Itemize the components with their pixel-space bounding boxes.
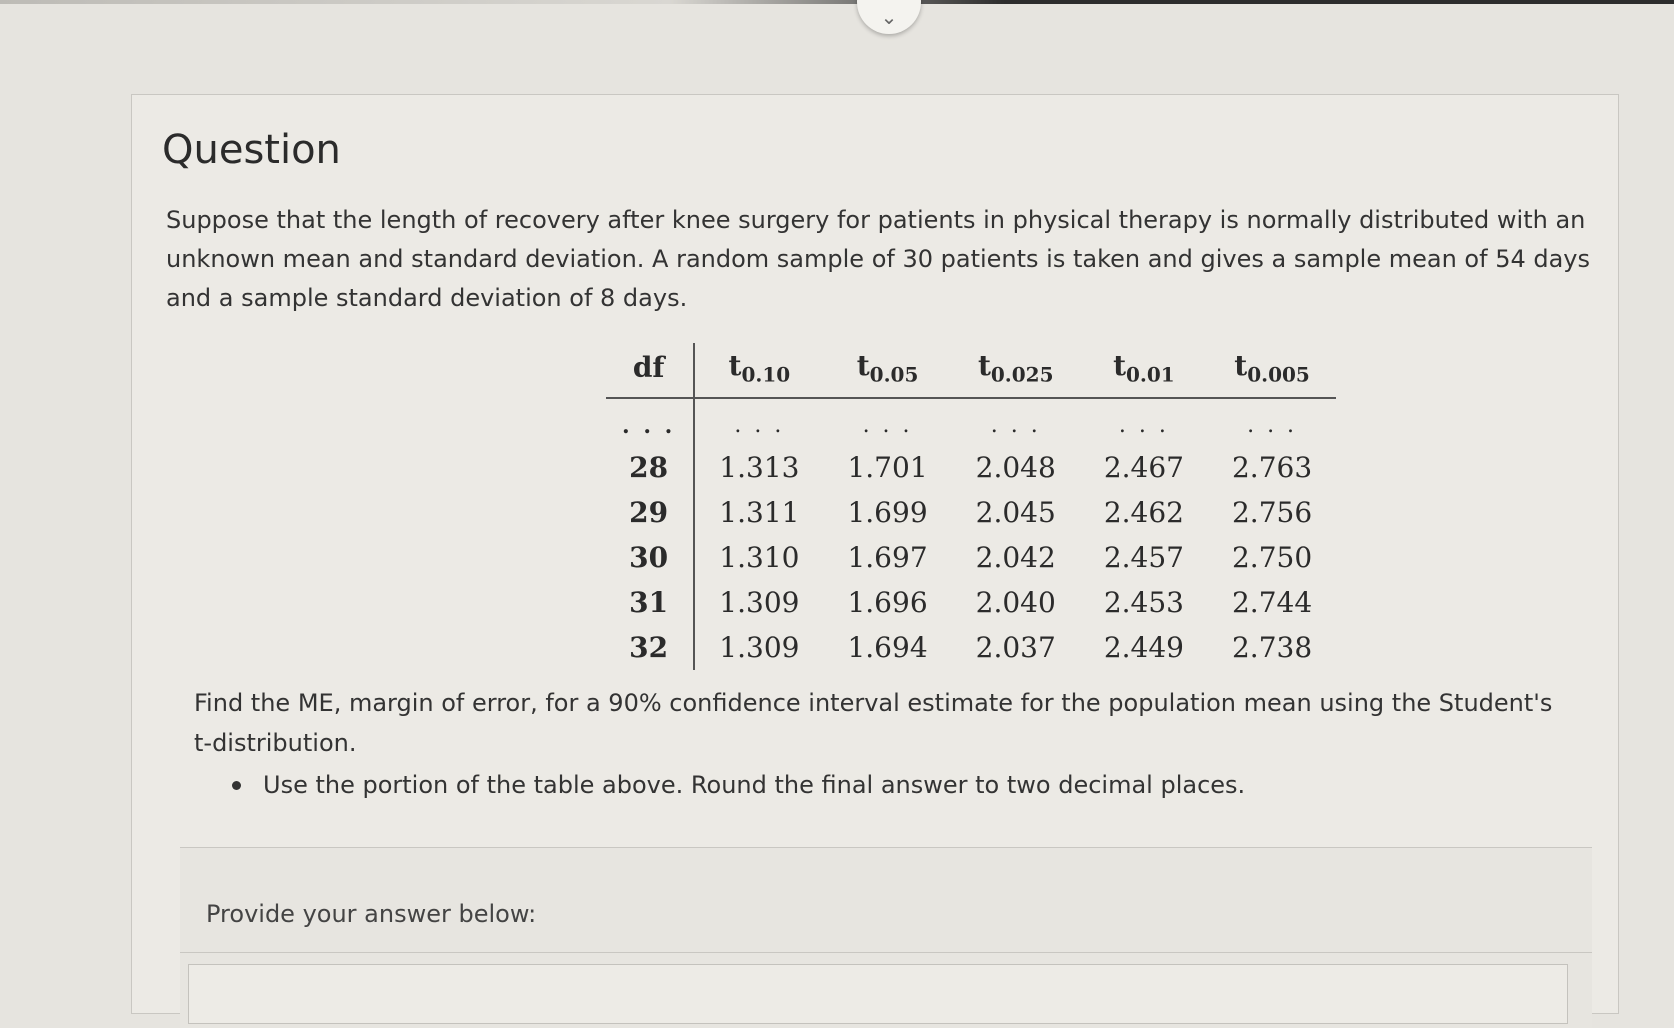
table-cell-dots: . . . — [734, 413, 785, 439]
bullet-icon — [232, 781, 241, 790]
table-cell: 2.449 — [1103, 630, 1184, 664]
collapse-toggle-button[interactable] — [857, 0, 921, 34]
answer-input[interactable] — [188, 964, 1568, 1024]
table-row — [606, 625, 1336, 670]
table-row-ellipsis — [606, 398, 1336, 445]
table-cell: 1.309 — [719, 630, 800, 664]
table-cell: 2.462 — [1103, 495, 1184, 529]
find-margin-of-error-text: Find the ME, margin of error, for a 90% confidence interval estimate for the population mean using the Student's t-distribution. — [194, 689, 1553, 757]
question-title: Question — [162, 127, 341, 173]
table-cell: 2.042 — [975, 540, 1056, 574]
provide-answer-label: Provide your answer below: — [206, 900, 537, 928]
question-card — [131, 94, 1619, 1014]
table-cell: 1.701 — [847, 450, 928, 484]
table-cell: 2.037 — [975, 630, 1056, 664]
table-cell: 2.763 — [1231, 450, 1313, 484]
table-cell-dots: . . . — [1247, 413, 1298, 439]
table-cell: 2.467 — [1103, 450, 1184, 484]
table-cell-df: 30 — [606, 535, 694, 580]
t-distribution-table — [606, 343, 1336, 670]
table-header-t001: $t_{0.01}$ — [1080, 343, 1208, 398]
table-header-row — [606, 343, 1336, 398]
table-cell: 2.744 — [1231, 585, 1313, 619]
table-cell: 1.696 — [847, 585, 928, 619]
table-cell-dots: . . . — [990, 413, 1041, 439]
table-cell: 1.694 — [847, 630, 928, 664]
table-cell: 1.310 — [719, 540, 800, 574]
table-cell: 2.453 — [1103, 585, 1184, 619]
table-header-df: df — [606, 343, 694, 398]
chevron-down-icon: ⌄ — [880, 7, 898, 29]
table-header-t005: $t_{0.05}$ — [823, 343, 951, 398]
table-cell-dots: . . . — [862, 413, 913, 439]
table-cell-dots: . . . — [606, 398, 694, 445]
table-cell: 2.750 — [1231, 540, 1313, 574]
table-cell: 2.045 — [975, 495, 1056, 529]
table-cell: 1.309 — [719, 585, 800, 619]
table-header-t0005: $t_{0.005}$ — [1208, 343, 1336, 398]
instruction-text: Use the portion of the table above. Round the final answer to two decimal places. — [263, 771, 1246, 799]
table-cell: 2.040 — [975, 585, 1056, 619]
table-row — [606, 580, 1336, 625]
table-cell: 2.756 — [1231, 495, 1313, 529]
table-row — [606, 535, 1336, 580]
table-cell-df: 28 — [606, 445, 694, 490]
table-cell: 2.048 — [975, 450, 1056, 484]
top-edge-bar — [0, 0, 1674, 4]
table-cell: 2.738 — [1231, 630, 1313, 664]
table-cell: 1.313 — [719, 450, 800, 484]
table-cell: 1.697 — [847, 540, 928, 574]
table-cell: 1.699 — [847, 495, 928, 529]
table-cell-df: 32 — [606, 625, 694, 670]
problem-text: Suppose that the length of recovery after knee surgery for patients in physical therapy is normally distributed with an unknown mean and standard deviation. A random sample of 30 patients is taken and gives a sample mean of 54 days and a sample standard deviation of 8 days. — [166, 206, 1591, 312]
table-cell-df: 29 — [606, 490, 694, 535]
instruction-list-item — [232, 771, 1245, 799]
table-row — [606, 490, 1336, 535]
table-header-t0025: $t_{0.025}$ — [952, 343, 1080, 398]
table-cell-dots: . . . — [1118, 413, 1169, 439]
table-cell: 1.311 — [719, 495, 800, 529]
table-header-t010: $t_{0.10}$ — [694, 343, 823, 398]
table-cell: 2.457 — [1103, 540, 1184, 574]
table-row — [606, 445, 1336, 490]
answer-section — [180, 847, 1592, 1028]
table-cell-df: 31 — [606, 580, 694, 625]
answer-divider — [180, 952, 1592, 953]
